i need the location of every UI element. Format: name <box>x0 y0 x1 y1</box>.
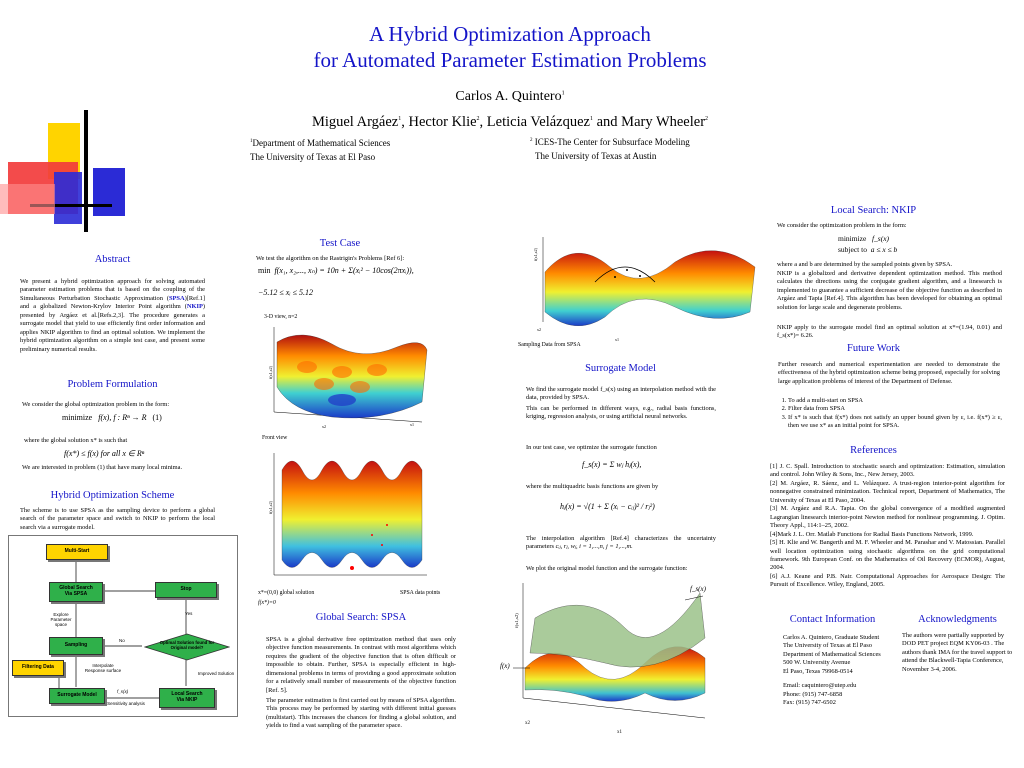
basis-equation: hⱼ(x) = √(1 + Σ (xᵢ − cᵢⱼ)² / rⱼ²) <box>560 502 655 511</box>
fs-curve-label: f_s(x) <box>690 585 706 593</box>
no-label: No <box>119 638 125 643</box>
sampling-axis-fx: f(x1,x2) <box>533 248 538 261</box>
yes-label: Yes <box>185 611 193 616</box>
axis-label-fx: f(x1,x2) <box>268 366 273 379</box>
sampling-box: Sampling <box>49 637 103 655</box>
title-line-2: for Automated Parameter Estimation Problems <box>313 47 707 72</box>
references-list <box>770 463 1005 590</box>
references-heading: References <box>850 445 897 456</box>
problem-intro: We consider the global optimization problem in the form: <box>22 401 170 408</box>
global-condition-equation: f(x*) ≤ f(x) for all x ∈ Rⁿ <box>64 449 145 458</box>
front-axis-label-fx: f(x1,x2) <box>268 501 273 514</box>
reference-item: [3] M. Argáez and R.A. Tapia. On the global convergence of a modified augmented Lagrangian linesearch interior-point Newton method for nonlinear programming. J. Optim. Theory Appl., 114:1–25, 2002. <box>770 505 1005 530</box>
axis-label-x2: x2 <box>322 424 326 429</box>
decision-diamond: Optimal Solution found for Original model? <box>144 633 230 661</box>
affiliation-2: $^2$ ICES-The Center for Subsurface Modeling The University of Texas at Austin <box>530 137 690 161</box>
filtering-data-box: Filtering Data <box>12 660 64 676</box>
sampling-axis-x2: x2 <box>537 327 541 332</box>
comparison-axis-fx: f(x1,x2) <box>513 613 519 628</box>
flowchart <box>8 535 238 717</box>
global-search-box: Global Search Via SPSA <box>49 582 103 602</box>
decorative-logo <box>0 110 130 235</box>
nkip-equation: minimize f_s(x) subject to a ≤ x ≤ b <box>838 234 898 255</box>
nkip-intro: We consider the optimization problem in the form: <box>777 222 907 229</box>
future-list <box>774 397 1002 431</box>
rastrigin-front-plot <box>262 450 432 585</box>
scheme-heading: Hybrid Optimization Scheme <box>50 490 175 501</box>
fs-label: f_s(x) <box>117 689 129 694</box>
local-minima-note: We are interested in problem (1) that have many local minima. <box>22 464 183 471</box>
fx-curve-label: f(x) <box>500 662 510 670</box>
surrogate-p1: We find the surrogate model f_s(x) using an interpolation method with the data, provided by SPSA. <box>526 386 716 402</box>
surrogate-p6: We plot the original model function and the surrogate function: <box>526 565 688 572</box>
local-search-box: Local Search Via NKIP <box>159 688 215 708</box>
reference-item: [1] J. C. Spall. Introduction to stochastic search and optimization: Estimation, simulation and control. John Wiley & Sons, Inc., New Jersey, 2003. <box>770 463 1005 479</box>
comparison-axis-x2: x2 <box>525 721 530 726</box>
abstract-text: We present a hybrid optimization approach for solving automated parameter estimation problems that is based on the coupling of the Simultaneous Perturbation Stochastic Approximation (SPSA)[Ref.1] and a globalized Newton-Krylov Interior Point algorithm (NKIP) presented by Argáez et al.[Refs.2,3]. The procedure generates a surrogate model that yield to use efficiently first order information and applies NKIP algorithm to find an optimal solution. We implement the hybrid optimization algorithm on a simple test case, and present some preliminary numerical results. <box>20 278 205 353</box>
surrogate-heading: Surrogate Model <box>585 363 656 374</box>
poster-title <box>230 22 790 73</box>
spsa-points-label: SPSA data points <box>400 590 441 596</box>
sampling-caption: Sampling Data from SPSA <box>518 342 581 348</box>
future-intro: Further research and numerical experimentation are needed to demonstrate the effectiveness of the hybrid optimization scheme being proposed, especially for solving large application problems of interest of the Department of Defense. <box>778 361 1000 385</box>
first-author: Carlos A. Quintero$^1$ <box>455 89 565 104</box>
rastrigin-constraint: −5.12 ≤ xᵢ ≤ 5.12 <box>258 288 313 297</box>
interpolate-label: Interpolate Response surface <box>84 663 122 673</box>
future-item: 2. Filter data from SPSA <box>788 405 1002 413</box>
reference-item: [2] M. Argáez, R. Sáenz, and L. Velázquez. A trust-region interior-point algorithm for nonnegative constrained minimization. Technical report, Department of Mathematics, The University of Texas at El Paso, 2004. <box>770 479 1005 504</box>
reference-item: [6] A.J. Keane and P.B. Nair. Computational Approaches for Aerospace Design: The Pursuit of Excellence. Wiley, England, 2005. <box>770 572 1005 589</box>
global-solution-label: x*=(0,0) global solution <box>258 590 315 596</box>
problem-heading: Problem Formulation <box>67 379 158 390</box>
contact-heading: Contact Information <box>789 614 876 625</box>
sampling-data-plot <box>515 232 760 344</box>
global-spsa-heading: Global Search: SPSA <box>315 612 407 623</box>
stop-box: Stop <box>155 582 217 598</box>
surrogate-p4: where the multiquadric basis functions are given by <box>526 483 659 490</box>
comparison-axis-x1: x1 <box>617 730 622 735</box>
problem-equation: minimize f(x), f : Rⁿ → R (1) <box>62 413 162 422</box>
author-list: Miguel Argáez$^1$, Hector Klie$^2$, Leticia Velázquez$^1$ and Mary Wheeler$^2$ <box>311 114 709 130</box>
rastrigin-3d-plot <box>262 322 432 432</box>
reference-item: [4]Mark J. L. Orr. Matlab Functions for Radial Basis Functions Network, 1999. <box>770 530 974 538</box>
sampling-axis-x1: x1 <box>615 337 619 342</box>
reference-item: [5] H. Klie and W. Bangerth and M. F. Wheeler and M. Parashar and V. Matossian. Parallel well location optimization using stochastic algorithms on the grid computational framework. 9th European Conf. on the Mathematics of Oil Recovery (ECMOR), August, 2004. <box>770 539 1005 572</box>
title-line-1: A Hybrid Optimization Approach <box>369 22 651 46</box>
future-item: 3. If x* is such that f(x*) does not satisfy an upper bound given by ε, i.e. f(x*) ≥ ε, then we use x* as an initial point for SPSA. <box>788 414 1002 431</box>
surrogate-model-box: Surrogate Model <box>49 688 105 704</box>
ack-heading: Acknowledgments <box>918 614 997 625</box>
sensitivity-label: Sensitivity analysis <box>107 701 145 706</box>
surrogate-p3: In our test case, we optimize the surrogate function <box>526 444 657 451</box>
ack-text: The authors were partially supported by DOD PET project EQM KY06-03 . The authors thank IMA for the travel support to attend the Blackwell-Tapia Conference, November 3-4, 2006. <box>902 632 1013 673</box>
global-spsa-p1: SPSA is a global derivative free optimization method that uses only objective function measurements. In contrast with most algorithms which requires the gradient of the objective function that is often difficult or impossible to obtain. Further, SPSA is especially efficient in high-dimensional problems in terms of providing a good approximate solution for a relatively small number of measurements of the objective function [Ref. 5]. <box>266 636 456 694</box>
improved-solution-label: Improved Solution <box>197 671 235 676</box>
abstract-heading: Abstract <box>94 254 131 265</box>
future-heading: Future Work <box>847 343 900 354</box>
nkip-heading: Local Search: NKIP <box>830 205 917 216</box>
nkip-p2: NKIP apply to the surrogate model find an optimal solution at x*=(1.94, 0.01) and f_s(x*)= 6.26. <box>777 324 1002 340</box>
test-case-intro: We test the algorithm on the Rastrigin's Problems [Ref 6]: <box>256 255 405 262</box>
contact-info: Carlos A. Quintero, Graduate Student The University of Texas at El Paso Department of Mathematical Sciences 500 W. University Avenue El Paso, Texas 79968-0514 Email: caquintero@utep.edu Phone: (915) 747-6858 Fax: (915) 747-6502 <box>783 634 881 707</box>
global-condition-intro: where the global solution x* is such that <box>24 437 128 444</box>
axis-label-x1: x1 <box>410 422 414 427</box>
surrogate-equation: f_s(x) = Σ wⱼ hⱼ(x), <box>582 460 642 469</box>
view-3d-label: 3-D view, n=2 <box>264 314 298 320</box>
explore-label: Explore Parameter space <box>50 612 72 627</box>
scheme-text: The scheme is to use SPSA as the sampling device to perform a global search of the parameter space and switch to NKIP to perform the local search via a surrogate model. <box>20 507 215 531</box>
future-item: 1. To add a multi-start on SPSA <box>788 397 1002 405</box>
nkip-p1: NKIP is a globalized and derivative dependent optimization method. This method calculates the directions using the conjugate gradient algorithm, and a linesearch is implemented to guarantee a sufficient decrease of the objective function as described in Argáez and Tapia [Ref.4]. This algorithm has been developed for obtaining an optimal solution for large scale and degenerate problems. <box>777 270 1002 311</box>
global-spsa-p2: The parameter estimation is first carried out by means of SPSA algorithm. This process may be performed by starting with different initial guesses (multistart). This increases the chances for finding a global solution, and yields to find a vast sampling of the parameter space. <box>266 697 456 730</box>
front-view-label: Front view <box>262 435 288 441</box>
multi-start-box: Multi-Start <box>46 544 108 560</box>
affiliation-1: $^1$Department of Mathematical Sciences The University of Texas at El Paso <box>250 138 391 162</box>
rastrigin-equation: min f(x₁, x₂,..., xₙ) = 10n + Σ(xᵢ² − 10cos(2πxᵢ)), <box>258 266 414 275</box>
global-value-label: f(x*)=0 <box>258 600 276 606</box>
surrogate-comparison-plot <box>500 578 720 738</box>
surrogate-p2: This can be performed in different ways, e.g., radial basis functions, kriging, regression analysis, or using artificial neural networks. <box>526 405 716 421</box>
nkip-where: where a and b are determined by the sampled points given by SPSA. <box>777 261 953 268</box>
surrogate-p5: The interpolation algorithm [Ref.4] characterizes the uncertainty parameters cᵢⱼ, rⱼ, wⱼ, i = 1,...,n, j = 1,...,m. <box>526 535 716 551</box>
test-case-heading: Test Case <box>319 238 361 249</box>
